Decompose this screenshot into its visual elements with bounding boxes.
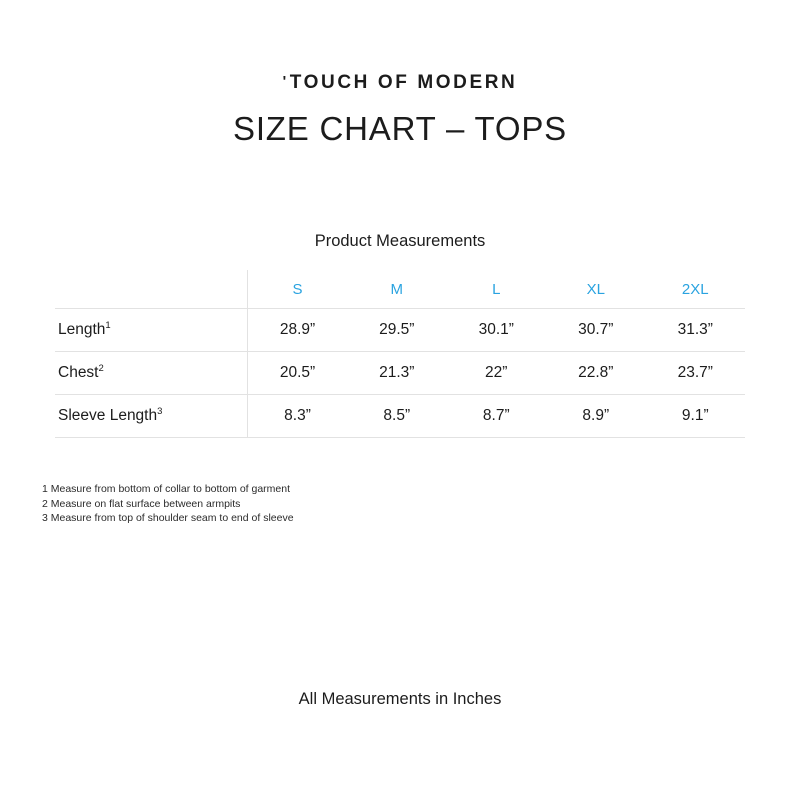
units-note: All Measurements in Inches [298,690,502,708]
row-label-chest-marker: 2 [98,362,104,374]
row-label-chest-text: Chest [58,364,99,381]
cell-sleeve-s: 8.3” [248,395,348,438]
column-header-rowlabel [55,270,248,309]
cell-length-s: 28.9” [248,309,348,352]
brand-wordmark [0,72,800,94]
column-header-xl: XL [586,280,605,298]
column-header-s: S [292,280,303,298]
row-label-sleeve-length-text: Sleeve Length [58,407,158,424]
row-label-length-text: Length [58,321,106,338]
measurements-table [55,270,745,438]
footnote-3: 3 Measure from top of shoulder seam to end of sleeve [42,512,294,524]
table-header-row [55,270,745,309]
row-label-chest [55,352,248,395]
cell-length-xl: 30.7” [546,309,646,352]
cell-length-l: 30.1” [447,309,547,352]
row-label-sleeve-length-marker: 3 [157,405,163,417]
table-row [55,352,745,395]
column-header-m: M [390,280,403,298]
footnote-2: 2 Measure on flat surface between armpits [42,497,241,510]
row-label-length-marker: 1 [105,319,111,331]
section-title: Product Measurements [314,232,486,250]
footnotes [42,482,294,526]
row-label-length [55,309,248,352]
table-row [55,309,745,352]
brand-name: TOUCH OF MODERN [289,72,518,93]
measurements-table-wrap [55,270,745,438]
cell-chest-2xl: 23.7” [646,352,746,395]
cell-sleeve-xl: 8.9” [546,395,646,438]
column-header-l: L [492,280,501,298]
cell-chest-l: 22” [447,352,547,395]
row-label-sleeve-length [55,395,248,438]
cell-sleeve-l: 8.7” [447,395,547,438]
table-row [55,395,745,438]
cell-sleeve-2xl: 9.1” [646,395,746,438]
footnote-1: 1 Measure from bottom of collar to bottom of garment [42,483,291,495]
cell-length-2xl: 31.3” [646,309,746,352]
cell-length-m: 29.5” [347,309,447,352]
column-header-2xl: 2XL [681,280,709,298]
cell-chest-s: 20.5” [248,352,348,395]
cell-chest-m: 21.3” [347,352,447,395]
cell-chest-xl: 22.8” [546,352,646,395]
brand-tick-mark: ' [282,73,289,90]
page-title: SIZE CHART – TOPS [233,110,567,147]
cell-sleeve-m: 8.5” [347,395,447,438]
